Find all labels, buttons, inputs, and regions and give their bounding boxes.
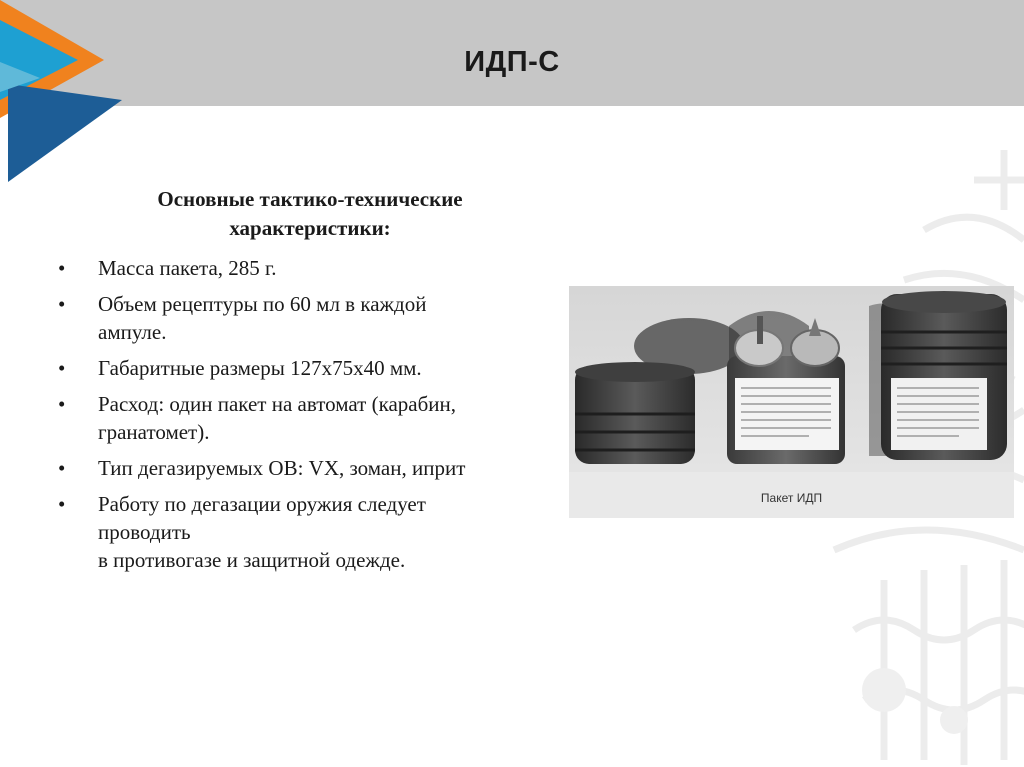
corner-triangles-decoration	[0, 0, 130, 190]
list-item-text: проводить	[98, 520, 191, 544]
list-item	[52, 254, 572, 282]
list-item	[52, 454, 572, 482]
list-item	[52, 490, 572, 574]
bullet-icon: •	[58, 356, 66, 380]
figure-frame	[569, 286, 1014, 518]
slide-title: ИДП-С	[464, 46, 560, 78]
list-item	[52, 390, 572, 446]
bullet-icon: •	[58, 256, 66, 280]
list-item-text: Тип дегазируемых ОВ: VX, зоман, иприт	[98, 456, 466, 480]
photo-of-decontamination-packages	[569, 286, 1014, 472]
characteristics-list	[52, 254, 572, 582]
list-item-text: в противогазе и защитной одежде.	[98, 548, 406, 572]
list-item-text: Габаритные размеры 127х75х40 мм.	[98, 356, 422, 380]
section-heading-line-1: Основные тактико-технические	[157, 187, 463, 211]
bullet-icon: •	[58, 492, 66, 516]
list-item-text: Расход: один пакет на автомат (карабин,	[98, 392, 457, 416]
list-item-text: гранатомет).	[98, 420, 210, 444]
list-item	[52, 354, 572, 382]
list-item-text: Работу по дегазации оружия следует	[98, 492, 426, 516]
bullet-icon: •	[58, 456, 66, 480]
section-heading	[100, 185, 520, 243]
figure-caption: Пакет ИДП	[760, 491, 823, 505]
section-heading-line-2: характеристики:	[229, 216, 391, 240]
bullet-icon: •	[58, 292, 66, 316]
bullet-icon: •	[58, 392, 66, 416]
list-item-text: ампуле.	[98, 320, 167, 344]
list-item	[52, 290, 572, 346]
list-item-text: Масса пакета, 285 г.	[98, 256, 277, 280]
list-item-text: Объем рецептуры по 60 мл в каждой	[98, 292, 427, 316]
